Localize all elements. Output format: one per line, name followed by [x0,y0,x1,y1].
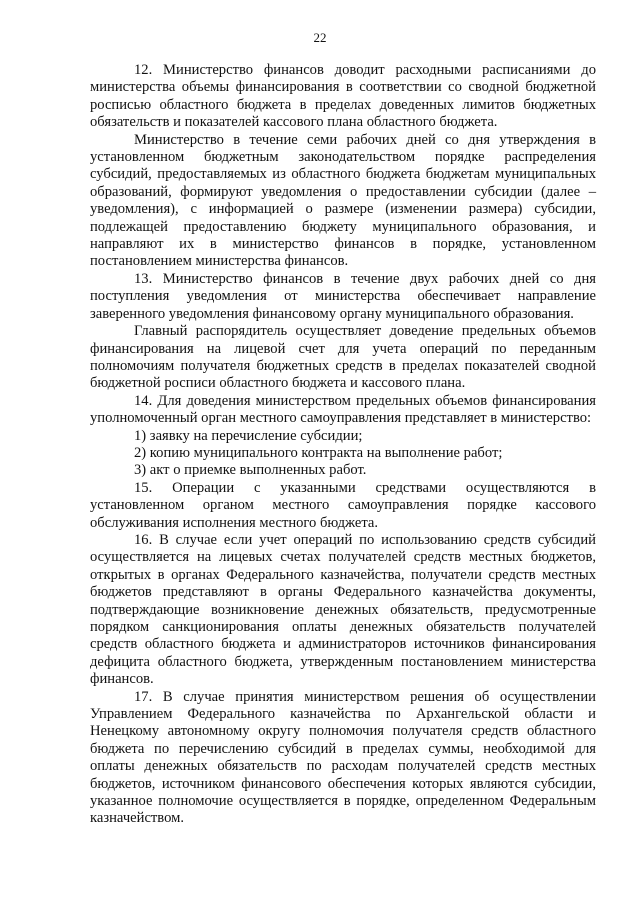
paragraph-ministry-notification: Министерство в течение семи рабочих дней со дня утверждения в установленном бюджетным законодательством порядке распределения субсидий, предоставляемых из областного бюджета бюджетам муниципальных образований, формируют уведомления о предоставлении субсидии (далее – уведомления), с информацией о размере (изменении размера) субсидии, подлежащей предоставлению бюджету муниципального образования, и направляют их в министерство финансов в порядке, установленном постановлением министерства финансов. [90,131,596,270]
document-body [90,62,596,828]
list-item-3: 3) акт о приемке выполненных работ. [134,462,367,479]
list-item-1: 1) заявку на перечисление субсидии; [134,427,363,444]
paragraph-14: 14. Для доведения министерством предельных объемов финансирования уполномоченный орган местного самоуправления представляет в министерство: [90,392,596,427]
paragraph-12: 12. Министерство финансов доводит расходными расписаниями до министерства объемы финансирования в соответствии со сводной бюджетной росписью областного бюджета в пределах доведенных лимитов бюджетных обязательств и показателей кассового плана областного бюджета. [90,62,596,131]
list-item-2: 2) копию муниципального контракта на выполнение работ; [134,444,503,461]
paragraph-16: 16. В случае если учет операций по использованию средств субсидий осуществляется на лицевых счетах получателей средств местных бюджетов, открытых в органах Федерального казначейства, получатели средств местных бюджетов представляют в органы Федерального казначейства документы, подтверждающие возникновение денежных обязательств, предусмотренные порядком санкционирования оплаты денежных обязательств получателей средств областного бюджета и администраторов источников финансирования дефицита областного бюджета, утвержденным постановлением министерства финансов. [90,531,596,688]
paragraph-17: 17. В случае принятия министерством решения об осуществлении Управлением Федерального казначейства по Архангельской области и Ненецкому автономному округу полномочия получателя средств областного бюджета по перечислению субсидий в пределах суммы, необходимой для оплаты денежных обязательств по расходам получателей средств местных бюджетов, источником финансового обеспечения которых являются субсидии, указанное полномочие осуществляется в порядке, определенном Федеральным казначейством. [90,688,596,827]
paragraph-13: 13. Министерство финансов в течение двух рабочих дней со дня поступления уведомления от министерства обеспечивает направление заверенного уведомления финансовому органу муниципального образования. [90,270,596,322]
page-number: 22 [313,30,327,45]
paragraph-chief-manager: Главный распорядитель осуществляет доведение предельных объемов финансирования на лицевой счет для учета операций по переданным полномочиям получателя бюджетных средств в пределах показателей сводной бюджетной росписи областного бюджета и кассового плана. [90,323,596,392]
paragraph-15: 15. Операции с указанными средствами осуществляются в установленном органом местного самоуправления порядке кассового обслуживания исполнения местного бюджета. [90,479,596,531]
